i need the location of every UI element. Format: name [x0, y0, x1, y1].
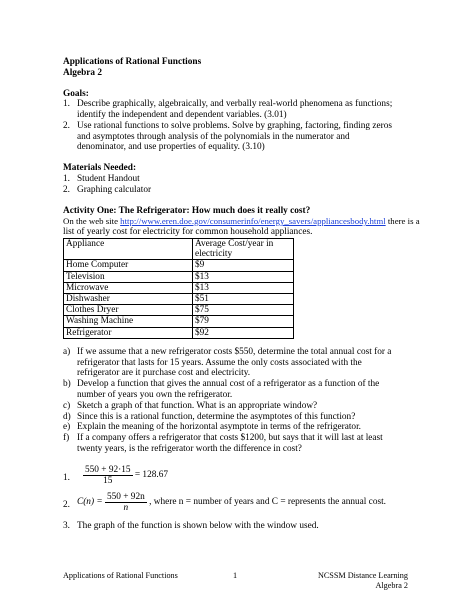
fraction-denominator: 15 [103, 476, 113, 486]
activity-heading: Activity One: The Refrigerator: How much does it really cost? [63, 206, 311, 216]
question-text-line: number of years you own the refrigerator. [77, 389, 233, 400]
table-row [64, 305, 294, 316]
page-number: 1 [233, 571, 238, 580]
question-text-line: If a company offers a refrigerator that costs $1200, but says that it will last at least [77, 433, 383, 443]
goal-item [63, 99, 423, 121]
question-label: a) [63, 347, 71, 357]
question-item [63, 422, 423, 433]
cost-cell: $79 [193, 316, 294, 327]
cost-cell: $13 [193, 271, 294, 282]
answer-one-fraction [83, 465, 133, 486]
materials-heading: Materials Needed: [63, 163, 137, 173]
cost-cell: $75 [193, 305, 294, 316]
cost-cell: $9 [193, 260, 294, 271]
fraction-numerator: 550 + 92·15 [85, 465, 131, 475]
appliance-cell: Television [64, 271, 193, 282]
table-row [64, 271, 294, 282]
goal-text-line: Use rational functions to solve problems. Solve by graphing, factoring, finding zeros [77, 121, 392, 131]
activity-intro [63, 216, 420, 227]
table-row [64, 327, 294, 338]
answer-two-fraction [105, 492, 147, 513]
cost-cell: $13 [193, 282, 294, 293]
intro-text: On the web site [63, 216, 121, 226]
footer-right-line: Algebra 2 [375, 580, 408, 590]
cost-cell: $92 [193, 327, 294, 338]
table-row [64, 282, 294, 293]
goal-number: 1. [63, 99, 70, 109]
question-label: c) [63, 401, 71, 411]
appliance-cell: Refrigerator [64, 327, 193, 338]
answer-two [63, 492, 433, 518]
answer-two-explanation: , where n = number of years and C = represents the annual cost. [149, 497, 386, 508]
question-text-line: If we assume that a new refrigerator costs $550, determine the total annual cost for a [77, 347, 392, 357]
question-text-line: refrigerator are it purchase cost and electricity. [77, 368, 251, 379]
table-header-cell [193, 239, 294, 260]
table-header-cell: Appliance [64, 239, 193, 260]
goal-text-line: and asymptotes through analysis of the polynomials in the numerator and [77, 131, 350, 142]
appliance-cell: Home Computer [64, 260, 193, 271]
question-text-line: Sketch a graph of that function. What is an appropriate window? [77, 401, 318, 411]
appliance-cell: Dishwasher [64, 294, 193, 305]
fraction-denominator: n [123, 503, 129, 513]
footer-left: Applications of Rational Functions [63, 571, 178, 580]
cost-cell: $51 [193, 294, 294, 305]
goal-text-line: Describe graphically, algebraically, and verbally real-world phenomena as functions; [77, 99, 393, 109]
answer-number: 3. [63, 521, 70, 531]
goal-text-line: identify the independent and dependent variables. (3.01) [77, 109, 287, 120]
header-line: Average Cost/year in [195, 239, 274, 249]
appliance-cell: Washing Machine [64, 316, 193, 327]
goal-item [63, 121, 423, 153]
material-text: Student Handout [77, 174, 140, 184]
fraction-numerator: 550 + 92n [106, 492, 145, 502]
table-row [64, 316, 294, 327]
material-item [63, 185, 263, 196]
question-label: b) [63, 379, 71, 389]
footer-right [300, 571, 408, 590]
function-lhs: C(n) = [77, 497, 103, 508]
question-text-line: Develop a function that gives the annual cost of a refrigerator as a function of the [77, 379, 380, 389]
answer-number: 2. [63, 500, 70, 510]
answer-one [63, 465, 363, 491]
appliance-cost-table [63, 238, 294, 339]
footer-right-line: NCSSM Distance Learning [317, 571, 408, 580]
question-text-line: twenty years, is the refrigerator worth the difference in cost? [77, 443, 302, 454]
table-row [64, 294, 294, 305]
question-item [63, 401, 423, 412]
intro-text: there is a [385, 216, 420, 226]
table-row [64, 260, 294, 271]
question-label: d) [63, 412, 71, 422]
material-number: 1. [63, 174, 70, 184]
goal-text-line: denominator, and use properties of equality. (3.10) [77, 142, 265, 153]
table-header-row [64, 239, 294, 260]
header-line: electricity [195, 249, 233, 260]
document-subtitle: Algebra 2 [63, 68, 102, 78]
question-item [63, 347, 423, 381]
answer-number: 1. [63, 473, 70, 483]
appliances-link[interactable]: http://www.eren.doe.gov/consumerinfo/energy_savers/appliancesbody.html [120, 216, 386, 226]
document-title: Applications of Rational Functions [63, 57, 202, 67]
answer-three [63, 521, 433, 532]
question-text-line: Since this is a rational function, determine the asymptotes of this function? [77, 412, 356, 422]
question-label: e) [63, 422, 71, 432]
question-text-line: Explain the meaning of the horizontal asymptote in terms of the refrigerator. [77, 422, 361, 432]
material-text: Graphing calculator [77, 185, 152, 195]
goal-number: 2. [63, 121, 70, 131]
question-item [63, 379, 423, 401]
answer-three-text: The graph of the function is shown below with the window used. [77, 521, 319, 531]
answer-one-result: = 128.67 [134, 470, 168, 481]
question-item [63, 433, 423, 455]
goals-heading: Goals: [63, 89, 89, 99]
material-item [63, 174, 263, 185]
question-text-line: refrigerator that lasts for 15 years. Assume the only costs associated with the [77, 357, 362, 368]
material-number: 2. [63, 185, 70, 195]
activity-intro-line: list of yearly cost for electricity for common household appliances. [63, 227, 313, 237]
appliance-cell: Clothes Dryer [64, 305, 193, 316]
appliance-cell: Microwave [64, 282, 193, 293]
question-label: f) [63, 433, 70, 443]
